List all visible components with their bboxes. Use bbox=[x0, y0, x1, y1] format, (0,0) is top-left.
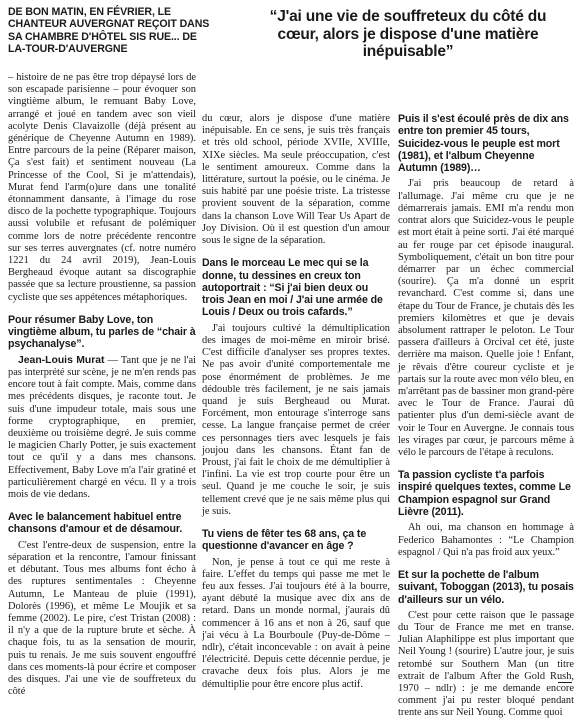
interview-question: Et sur la pochette de l'album suivant, Toboggan (2013), tu posais d'ailleurs sur un vélo. bbox=[398, 568, 574, 606]
interview-answer: J'ai pris beaucoup de retard à l'allumage. J'ai même cru que je ne démarrerais jamais. EMI m'a rendu mon contrat alors que Suicidez-vous le peuple est mort était à peine sorti. J'ai été marqué au fer rouge par cet épisode inaugural. Symboliquement, c'était un bon titre pour démarrer par un échec commercial (sourire). Ça m'a donné un esprit revanchard. C'est comme si, dans une étape du Tour de France, je chutais dès les premiers kilomètres et que je devais absolument rattraper le peloton. Le Tour passera d'ailleurs à Orcival cet été, juste derrière ma maison. Quelle joie ! Enfant, je rêvais d'être coureur cycliste et je partais sur la route avec mon vélo bleu, en m'arrêtant pas de bassiner mon grand-père avec le Tour de France. J'aurai dû patienter plus d'un demi-siècle avant de voir le Tour en Auvergne. Je connais tous les virages par cœur, je parcours même à vélo le parcours de l'étape à reculons. bbox=[398, 178, 574, 458]
text-column-3 bbox=[398, 113, 574, 720]
interview-answer: C'est pour cette raison que le passage du Tour de France me met en transe. Julian Alaphilippe est plus important que Neil Young ! (sourire) L'autre jour, je suis retombé sur Southern Man (un titre extrait de l'album After the Gold Rush, 1970 – ndlr) : je me demande encore comment j'ai pu rester bloqué pendant trente ans sur Neil Young. Comme quoi bbox=[398, 609, 574, 719]
pull-quote: “J'ai une vie de souffreteux du côté du cœur, alors je dispose d'une matière inépuisable” bbox=[269, 8, 547, 60]
interview-answer: C'est l'entre-deux de suspension, entre la séparation et la rencontre, l'amour finissant et débutant. Tous mes albums font écho à des ruptures sentimentales : Cheyenne Autumn, Le Manteau de pluie (1991), Dolorès (1996), et même Le Moujik et sa femme (2002). Le pire, c'est Tristan (2008) : il n'y a que de la rupture brute et sèche. À chaque fois, tu as la sensation de mourir, puis tu renais. Je me suis souvent engouffré dans ces moments-là pour écrire et composer des disques. J'ai une vie de souffreteux du côté bbox=[8, 539, 196, 698]
interview-answer: Non, je pense à tout ce qui me reste à faire. L'effet du temps qui passe me met le feu aux fesses. J'ai toujours été à la bourre, ayant débuté la musique avec dix ans de retard. Dans un monde normal, j'aurais dû commencer à 16 ans et non à 26, sauf que j'ai vécu à La Bourboule (Puy-de-Dôme – ndlr), c'était inconcevable : on avait à peine l'électricité. Depuis cette décennie perdue, je cravache deux fois plus. Alors je me démultiplie pour être encore plus actif. bbox=[202, 556, 390, 690]
interview-question: Dans le morceau Le mec qui se la donne, tu dessines en creux ton autoportrait : “Si j'ai bien deux ou trois Jean en moi / J'ai une armée de Louis / Deux ou trois cafards.” bbox=[202, 257, 383, 319]
speaker-name: Jean-Louis Murat bbox=[18, 354, 105, 366]
text-column-1 bbox=[8, 72, 196, 698]
interview-answer bbox=[8, 355, 196, 501]
interview-answer: du cœur, alors je dispose d'une matière inépuisable. En ce sens, je suis très français et très old school, période XVIIe, XVIIIe, XIXe siècles. Ma seule préoccupation, c'est le sentiment amoureux. Comme dans la littérature, surtout la poésie, ou le cinéma. Je suis habité par une poésie triste. La tristesse provient souvent de la séparation, comme dans la chanson Love Will Tear Us Apart de Joy Division. Où il est question d'un amour sous le signe de la séparation. bbox=[202, 113, 390, 247]
interview-question: Puis il s'est écoulé près de dix ans entre ton premier 45 tours, Suicidez-vous le peuple est mort (1981), et l'album Cheyenne Autumn (1989)… bbox=[398, 113, 569, 175]
interview-answer: J'ai toujours cultivé la démultiplication des images de moi-même en miroir brisé. C'est difficile d'analyser ses propres textes. Ne pas avoir d'unité comportementale me pose énormément de problèmes. Je me dédouble très facilement, je ne sais jamais quand je suis Bergheaud ou Murat. Forcément, mon entourage s'interroge sans cesse. La langue française permet de créer ces personnages tiers avec lesquels je fais joujou dans les chansons. Étant fan de Proust, j'ai fait le choix de me démultiplier à l'infini. La vie est trop courte pour être un seul. Quand je me couche le soir, je suis tellement crevé que je ne sais même plus qui je suis. bbox=[202, 322, 390, 517]
interview-question: Tu viens de fêter tes 68 ans, ça te questionne d'avancer en âge ? bbox=[202, 527, 367, 553]
intro-paragraph: – histoire de ne pas être trop dépaysé lors de son escapade parisienne – pour évoquer son vingtième album, le remuant Baby Love, arrangé et joué en tandem avec son vieil acolyte Denis Clavaizolle (déjà présent au générique de Cheyenne Autumn en 1989). Entre parcours de la peine (Réparer maison, Ça s'est fait) et sentiment nouveau (La Princesse of the Cool, Si je m'attendais), Murat fend l'arm(o)ure dans une tonalité étonnamment dansante, à l'image du rose disco de la pochette typographique. Toujours aussi volubile et refusant de polémiquer comme lors de notre précédente rencontre sur ses terres auvergnates (cf. notre numéro 1221 du 24 avril 2019), Jean-Louis Bergheaud évoque autant sa discographie passée que sa lecture proustienne, sa passion cycliste que ses appétences métaphoriques. bbox=[8, 72, 196, 303]
interview-question: Pour résumer Baby Love, ton vingtième album, tu parles de “chair à psychanalyse”. bbox=[8, 313, 196, 351]
interview-question: Avec le balancement habituel entre chansons d'amour et de désamour. bbox=[8, 511, 183, 536]
text-column-2 bbox=[202, 113, 390, 691]
intro-heading: DE BON MATIN, EN FÉVRIER, LE CHANTEUR AUVERGNAT REÇOIT DANS SA CHAMBRE D'HÔTEL SIS RUE... DE LA-TOUR-D'AUVERGNE bbox=[8, 6, 210, 56]
answer-text: — Tant que je ne l'ai pas interprété sur scène, je ne m'en rends pas encore tout à fait compte. Mais, comme dans mes précédents disques, je raconte tout. Je suis d'une impudeur totale, mais sous une forme cryptographique, en premier, deuxième ou troisième degré. Je suis comme le magicien Charly Potter, je suis exactement tout ce qu'il y a dans mes chansons. Effectivement, Baby Love m'a l'air gratiné et particulièrement chargé en vécu. Il y a trois mois de vie dedans. bbox=[8, 354, 196, 500]
continuation-rule bbox=[558, 682, 572, 683]
interview-question: Ta passion cycliste t'a parfois inspiré quelques textes, comme Le Champion espagnol sur Grand Lièvre (2011). bbox=[398, 469, 571, 519]
interview-answer: Ah oui, ma chanson en hommage à Federico Bahamontes : “Le Champion espagnol / Qui n'a pas froid aux yeux.” bbox=[398, 522, 574, 558]
